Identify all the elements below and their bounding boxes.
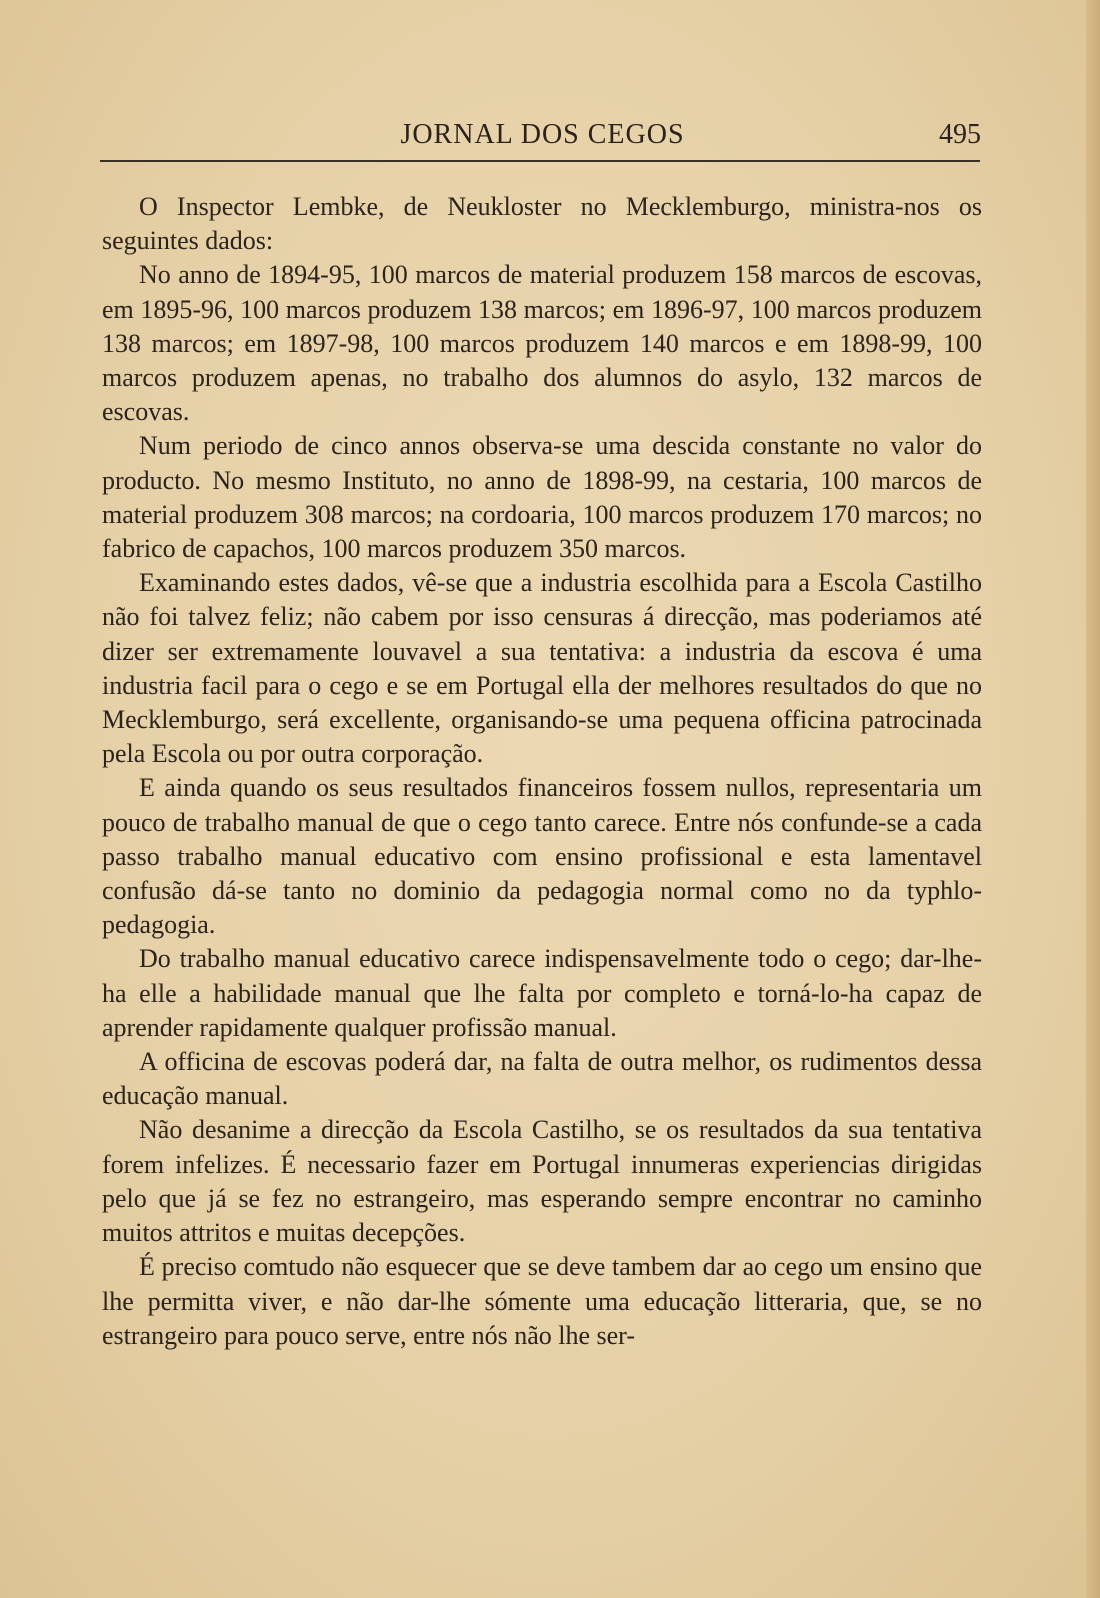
paragraph: Do trabalho manual educativo carece indispensavelmente todo o cego; dar-lhe-ha elle a habilidade manual que lhe falta por completo e torná-lo-ha capaz de aprender rapidamente qualquer profissão manual. [102, 944, 982, 1042]
body-text [102, 190, 982, 1353]
page-number: 495 [939, 119, 981, 150]
paragraph: Não desanime a direcção da Escola Castilho, se os resultados da sua tentativa forem infelizes. É necessario fazer em Portugal innumeras experiencias dirigidas pelo que já se fez no estrangeiro, mas esperando sempre encontrar no caminho muitos attritos e muitas decepções. [102, 1115, 982, 1248]
header-rule [100, 160, 980, 162]
page-edge [1086, 0, 1100, 1598]
paragraph: A officina de escovas poderá dar, na falta de outra melhor, os rudimentos dessa educação manual. [102, 1047, 982, 1111]
page-header [100, 115, 985, 155]
paragraph: E ainda quando os seus resultados financeiros fossem nullos, representaria um pouco de trabalho manual de que o cego tanto carece. Entre nós confunde-se a cada passo trabalho manual educativo com ensino profissional e esta lamentavel confusão dá-se tanto no dominio da pedagogia normal como no da typhlo-pedagogia. [102, 773, 982, 940]
paragraph: Examinando estes dados, vê-se que a industria escolhida para a Escola Castilho não foi talvez feliz; não cabem por isso censuras á direcção, mas poderiamos até dizer ser extremamente louvavel a sua tentativa: a industria da escova é uma industria facil para o cego e se em Portugal ella der melhores resultados do que no Mecklemburgo, será excellente, organisando-se uma pequena officina patrocinada pela Escola ou por outra corporação. [102, 568, 982, 769]
paragraph: Num periodo de cinco annos observa-se uma descida constante no valor do producto. No mesmo Instituto, no anno de 1898-99, na cestaria, 100 marcos de material produzem 308 marcos; na cordoaria, 100 marcos produzem 170 marcos; no fabrico de capachos, 100 marcos produzem 350 marcos. [102, 431, 982, 564]
running-title: JORNAL DOS CEGOS [400, 119, 685, 150]
paragraph: O Inspector Lembke, de Neukloster no Mecklemburgo, ministra-nos os seguintes dados: [102, 192, 982, 256]
paragraph: É preciso comtudo não esquecer que se deve tambem dar ao cego um ensino que lhe permitta viver, e não dar-lhe sómente uma educação litteraria, que, se no estrangeiro para pouco serve, entre nós não lhe ser- [102, 1252, 982, 1350]
paragraph: No anno de 1894-95, 100 marcos de material produzem 158 marcos de escovas, em 1895-96, 100 marcos produzem 138 marcos; em 1896-97, 100 marcos produzem 138 marcos; em 1897-98, 100 marcos produzem 140 marcos e em 1898-99, 100 marcos produzem apenas, no trabalho dos alumnos do asylo, 132 marcos de escovas. [102, 260, 982, 427]
